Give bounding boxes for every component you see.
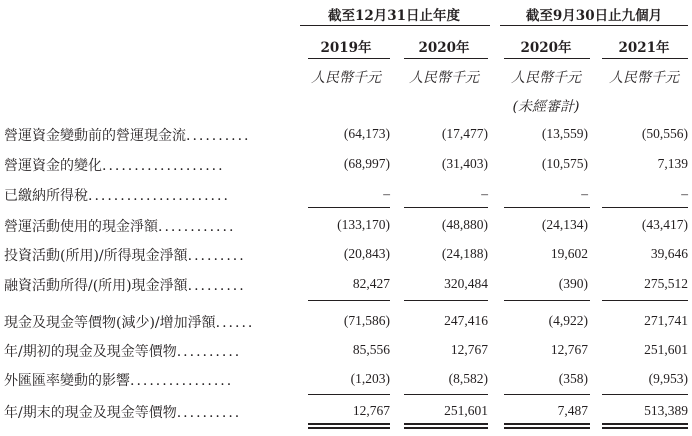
row-leader-dots: ............ bbox=[158, 219, 236, 235]
total-double-rule bbox=[404, 423, 488, 429]
row-label-text: 外匯匯率變動的影響 bbox=[4, 373, 130, 389]
row-label-text: 營運資金變動前的營運現金流 bbox=[4, 128, 186, 144]
unit-col-1: 人民幣千元 bbox=[311, 70, 381, 86]
row-leader-dots: ......... bbox=[187, 278, 246, 294]
year-rule-1 bbox=[308, 58, 390, 59]
header-fiscal-year: 截至12月31日止年度 bbox=[327, 8, 461, 24]
row-label bbox=[4, 370, 233, 390]
row-value-col-2: (17,477) bbox=[441, 126, 488, 141]
row-value-col-3: (10,575) bbox=[541, 156, 588, 171]
subtotal-rule bbox=[404, 207, 488, 208]
row-value-col-2: (48,880) bbox=[441, 217, 488, 232]
row-leader-dots: ...... bbox=[215, 315, 255, 331]
row-value-col-2: (24,188) bbox=[441, 246, 488, 261]
row-value-col-4: 251,601 bbox=[644, 342, 688, 357]
unit-col-4: 人民幣千元 bbox=[609, 70, 679, 86]
row-value-col-2: (8,582) bbox=[448, 371, 488, 386]
subtotal-rule bbox=[308, 207, 390, 208]
subtotal-rule bbox=[504, 207, 590, 208]
row-label-text: 年/期初的現金及現金等價物 bbox=[4, 344, 177, 360]
row-value-col-3: – bbox=[581, 186, 588, 201]
row-value-col-1: 82,427 bbox=[352, 276, 390, 291]
year-rule-3 bbox=[504, 58, 590, 59]
row-value-col-2: 247,416 bbox=[444, 313, 488, 328]
header-rule-1 bbox=[300, 25, 490, 26]
year-2021-nine-months: 2021年 bbox=[618, 40, 670, 56]
row-value-col-1: (71,586) bbox=[343, 313, 390, 328]
row-value-col-3: (13,559) bbox=[541, 126, 588, 141]
pre-total-rule bbox=[504, 394, 590, 395]
row-value-col-3: (358) bbox=[558, 371, 588, 386]
row-label bbox=[4, 125, 251, 145]
unaudited-note: (未經審計) bbox=[512, 99, 580, 115]
row-label bbox=[4, 402, 241, 422]
header-nine-months: 截至9月30日止九個月 bbox=[525, 8, 663, 24]
subtotal-rule bbox=[404, 300, 488, 301]
row-leader-dots: ......... bbox=[187, 248, 246, 264]
row-value-col-3: (390) bbox=[558, 276, 588, 291]
row-label bbox=[4, 185, 230, 205]
row-value-col-4: 513,389 bbox=[644, 403, 688, 418]
row-value-col-1: 85,556 bbox=[352, 342, 390, 357]
row-label-text: 投資活動(所用)/所得現金淨額 bbox=[4, 248, 188, 264]
pre-total-rule bbox=[602, 394, 688, 395]
row-value-col-1: (64,173) bbox=[343, 126, 390, 141]
row-value-col-3: (4,922) bbox=[548, 313, 588, 328]
row-label bbox=[4, 275, 246, 295]
row-label-text: 已繳納所得稅 bbox=[4, 188, 88, 204]
row-value-col-3: 19,602 bbox=[550, 246, 588, 261]
row-label-text: 融資活動所得/(所用)現金淨額 bbox=[4, 278, 188, 294]
pre-total-rule bbox=[308, 394, 390, 395]
row-leader-dots: ................ bbox=[130, 373, 234, 389]
row-leader-dots: .......... bbox=[176, 405, 242, 421]
year-rule-4 bbox=[602, 58, 688, 59]
row-label-text: 年/期末的現金及現金等價物 bbox=[4, 405, 177, 421]
row-value-col-4: (50,556) bbox=[641, 126, 688, 141]
year-rule-2 bbox=[404, 58, 488, 59]
row-value-col-1: – bbox=[383, 186, 390, 201]
total-double-rule bbox=[602, 423, 688, 429]
row-value-col-3: (24,134) bbox=[541, 217, 588, 232]
row-label-text: 營運資金的變化 bbox=[4, 158, 102, 174]
row-label bbox=[4, 245, 246, 265]
subtotal-rule bbox=[308, 300, 390, 301]
row-value-col-2: 251,601 bbox=[444, 403, 488, 418]
row-value-col-2: 320,484 bbox=[444, 276, 488, 291]
year-2020-nine-months: 2020年 bbox=[520, 40, 572, 56]
row-value-col-2: 12,767 bbox=[450, 342, 488, 357]
row-value-col-4: – bbox=[681, 186, 688, 201]
row-value-col-1: (68,997) bbox=[343, 156, 390, 171]
unit-col-3: 人民幣千元 bbox=[511, 70, 581, 86]
row-label-text: 現金及現金等價物(減少)/增加淨額 bbox=[4, 315, 216, 331]
subtotal-rule bbox=[602, 207, 688, 208]
pre-total-rule bbox=[404, 394, 488, 395]
row-label-text: 營運活動使用的現金淨額 bbox=[4, 219, 158, 235]
row-leader-dots: ................... bbox=[102, 158, 225, 174]
row-value-col-4: 7,139 bbox=[657, 156, 688, 171]
row-value-col-1: (20,843) bbox=[343, 246, 390, 261]
row-value-col-2: (31,403) bbox=[441, 156, 488, 171]
row-label bbox=[4, 155, 225, 175]
row-value-col-3: 7,487 bbox=[557, 403, 588, 418]
row-value-col-4: 271,741 bbox=[644, 313, 688, 328]
header-rule-2 bbox=[500, 25, 688, 26]
row-leader-dots: .......... bbox=[176, 344, 242, 360]
year-2020: 2020年 bbox=[418, 40, 470, 56]
row-leader-dots: .......... bbox=[186, 128, 251, 144]
unit-col-2: 人民幣千元 bbox=[409, 70, 479, 86]
row-leader-dots: ...................... bbox=[88, 188, 230, 204]
row-value-col-1: (133,170) bbox=[337, 217, 390, 232]
total-double-rule bbox=[504, 423, 590, 429]
row-label bbox=[4, 341, 241, 361]
subtotal-rule bbox=[504, 300, 590, 301]
year-2019: 2019年 bbox=[320, 40, 372, 56]
row-label bbox=[4, 216, 235, 236]
row-value-col-1: 12,767 bbox=[352, 403, 390, 418]
row-value-col-4: 275,512 bbox=[644, 276, 688, 291]
row-value-col-4: (9,953) bbox=[648, 371, 688, 386]
row-label bbox=[4, 312, 254, 332]
row-value-col-2: – bbox=[481, 186, 488, 201]
row-value-col-1: (1,203) bbox=[350, 371, 390, 386]
subtotal-rule bbox=[602, 300, 688, 301]
row-value-col-4: 39,646 bbox=[650, 246, 688, 261]
total-double-rule bbox=[308, 423, 390, 429]
row-value-col-3: 12,767 bbox=[550, 342, 588, 357]
row-value-col-4: (43,417) bbox=[641, 217, 688, 232]
